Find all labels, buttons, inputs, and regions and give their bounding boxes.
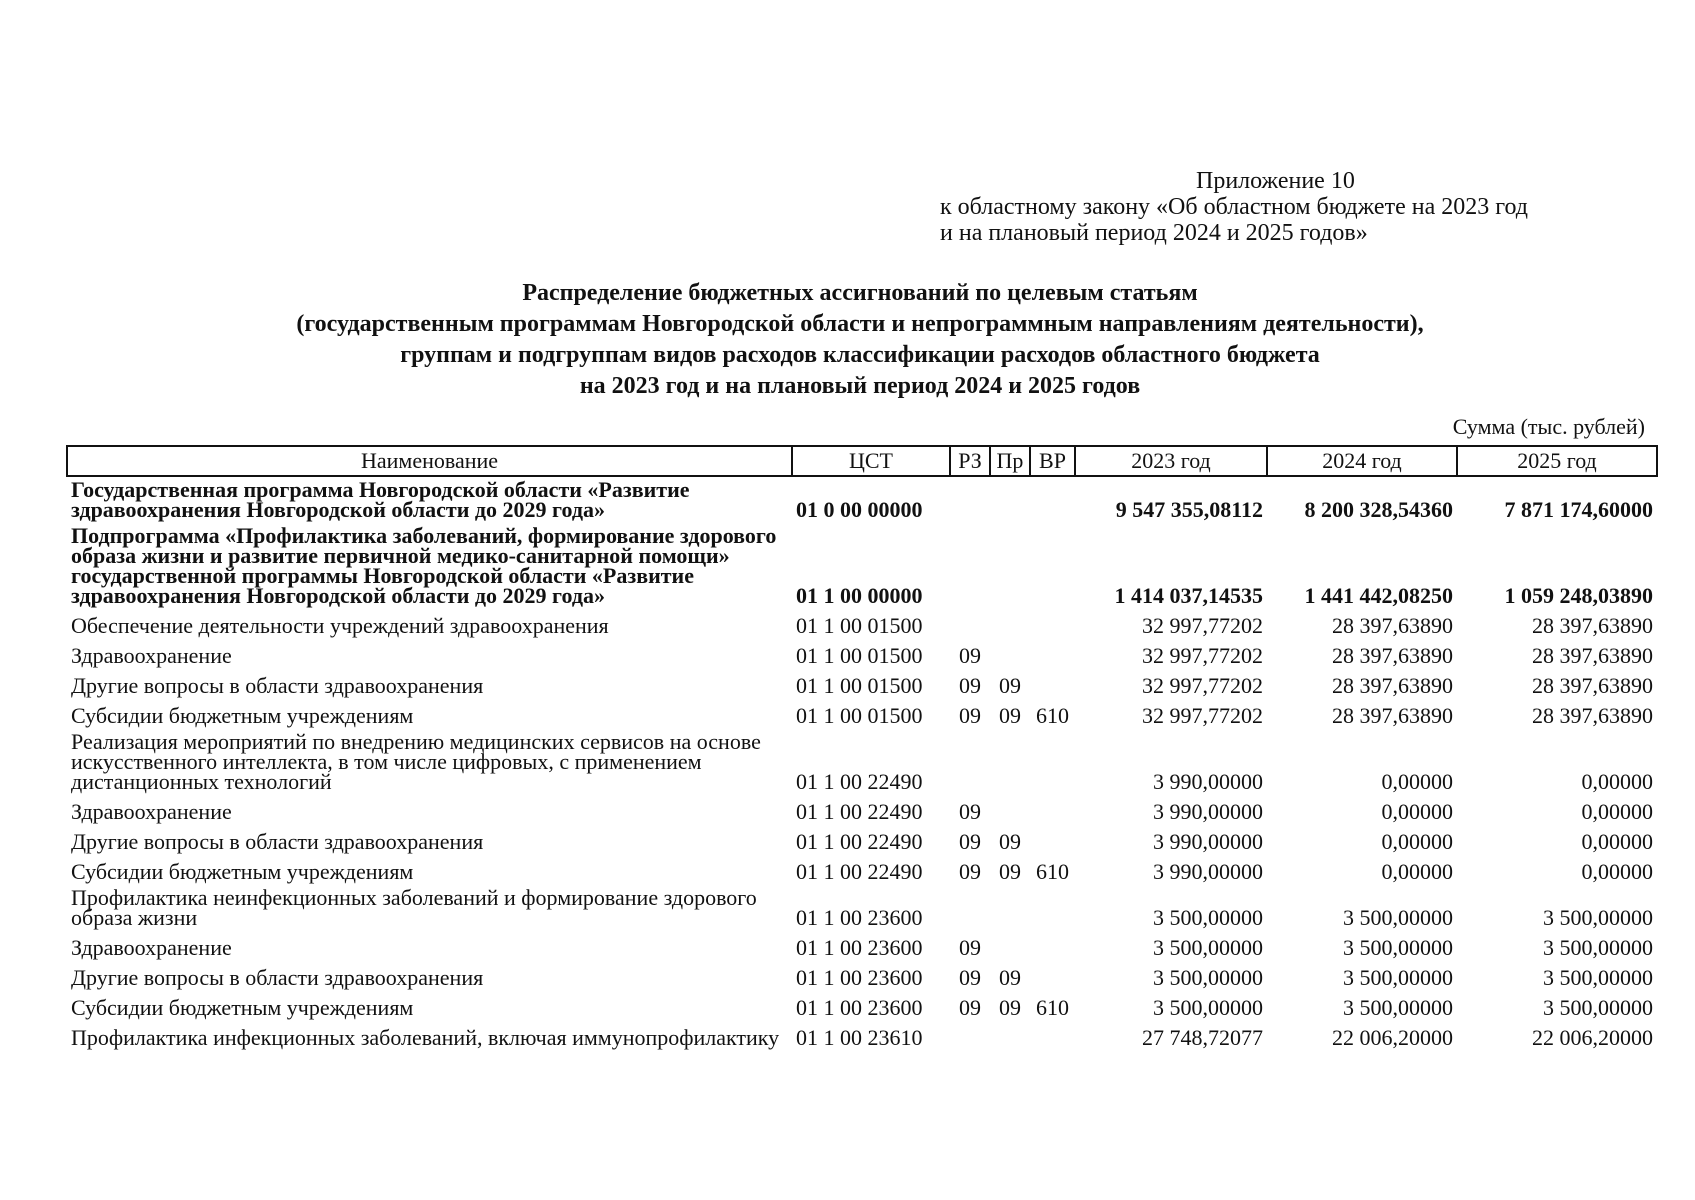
cell-cst: 01 1 00 22490: [796, 859, 923, 884]
cell-2023: 27 748,72077: [1142, 1025, 1263, 1050]
cell-2025: 3 500,00000: [1543, 995, 1653, 1020]
cell-2023: 3 500,00000: [1153, 965, 1263, 990]
table-row: [67, 699, 1657, 729]
header-2025: 2025 год: [1457, 446, 1657, 476]
cell-2024: 28 397,63890: [1332, 673, 1453, 698]
cell-2023: 3 500,00000: [1153, 935, 1263, 960]
table-row: [67, 609, 1657, 639]
cell-vr: 610: [1036, 703, 1069, 728]
cell-rz: 09: [959, 859, 981, 884]
cell-cst: 01 1 00 22490: [796, 769, 923, 794]
header-rz: РЗ: [950, 446, 990, 476]
cell-rz: [950, 885, 990, 931]
cell-name: Здравоохранение: [71, 935, 232, 960]
cell-cst: 01 1 00 01500: [796, 643, 923, 668]
title-line-1: Распределение бюджетных ассигнований по целевым статьям: [522, 280, 1198, 306]
table-row: [67, 1021, 1657, 1051]
cell-name: Государственная программа Новгородской области «Развитие здравоохранения Новгородской области до 2029 года»: [71, 477, 690, 522]
header-pr: Пр: [990, 446, 1030, 476]
header-2023: 2023 год: [1075, 446, 1267, 476]
cell-cst: 01 1 00 01500: [796, 673, 923, 698]
cell-pr: [990, 639, 1030, 669]
cell-name: Другие вопросы в области здравоохранения: [71, 829, 484, 854]
cell-2023: 32 997,77202: [1142, 643, 1263, 668]
cell-2023: 32 997,77202: [1142, 613, 1263, 638]
cell-pr: [990, 609, 1030, 639]
cell-vr: [1030, 961, 1075, 991]
cell-2025: 28 397,63890: [1532, 613, 1653, 638]
table-row: [67, 639, 1657, 669]
cell-vr: [1030, 885, 1075, 931]
cell-vr: [1030, 931, 1075, 961]
cell-name: Субсидии бюджетным учреждениям: [71, 703, 414, 728]
table-row: [67, 931, 1657, 961]
cell-2024: 28 397,63890: [1332, 703, 1453, 728]
cell-2025: 7 871 174,60000: [1504, 497, 1653, 522]
cell-pr: 09: [999, 995, 1021, 1020]
cell-vr: [1030, 523, 1075, 609]
cell-2025: 28 397,63890: [1532, 643, 1653, 668]
table-row: [67, 669, 1657, 699]
appendix-law-line-2: и на плановый период 2024 и 2025 годов»: [940, 220, 1368, 246]
cell-2024: 3 500,00000: [1343, 905, 1453, 930]
cell-name: Здравоохранение: [71, 799, 232, 824]
header-2024: 2024 год: [1267, 446, 1457, 476]
cell-2024: 0,00000: [1381, 769, 1453, 794]
cell-2024: 8 200 328,54360: [1304, 497, 1453, 522]
cell-name: Реализация мероприятий по внедрению медицинских сервисов на основе искусственного интеллекта, в том числе цифровых, с применением дистанционных технологий: [71, 729, 761, 794]
cell-rz: [950, 609, 990, 639]
cell-pr: [990, 523, 1030, 609]
cell-name: Подпрограмма «Профилактика заболеваний, формирование здорового образа жизни и развитие первичной медико-санитарной помощи» государственной программы Новгородской области «Развитие здравоохранения Новгородской области до 2029 года»: [71, 523, 777, 608]
cell-rz: [950, 523, 990, 609]
cell-cst: 01 1 00 22490: [796, 799, 923, 824]
cell-rz: 09: [959, 799, 981, 824]
cell-2025: 0,00000: [1581, 859, 1653, 884]
table-row: [67, 991, 1657, 1021]
cell-2023: 3 990,00000: [1153, 829, 1263, 854]
cell-2024: 3 500,00000: [1343, 965, 1453, 990]
cell-2024: 3 500,00000: [1343, 935, 1453, 960]
cell-pr: 09: [999, 829, 1021, 854]
cell-2025: 1 059 248,03890: [1504, 583, 1653, 608]
cell-2024: 0,00000: [1381, 799, 1453, 824]
document-title: [60, 278, 1660, 402]
cell-pr: [990, 931, 1030, 961]
cell-vr: 610: [1036, 995, 1069, 1020]
cell-2025: 3 500,00000: [1543, 905, 1653, 930]
units-label: Сумма (тыс. рублей): [1452, 414, 1645, 439]
cell-2023: 3 500,00000: [1153, 905, 1263, 930]
cell-pr: [990, 476, 1030, 523]
cell-2023: 1 414 037,14535: [1114, 583, 1263, 608]
cell-vr: [1030, 476, 1075, 523]
cell-2024: 22 006,20000: [1332, 1025, 1453, 1050]
cell-rz: 09: [959, 703, 981, 728]
cell-2024: 1 441 442,08250: [1304, 583, 1453, 608]
cell-cst: 01 1 00 00000: [796, 583, 923, 608]
title-line-3: группам и подгруппам видов расходов классификации расходов областного бюджета: [400, 342, 1320, 368]
cell-vr: 610: [1036, 859, 1069, 884]
cell-rz: 09: [959, 935, 981, 960]
appendix-law-line-1: к областному закону «Об областном бюджете на 2023 год: [940, 194, 1528, 220]
cell-pr: [990, 1021, 1030, 1051]
cell-rz: 09: [959, 673, 981, 698]
table-row: [67, 476, 1657, 523]
cell-name: Другие вопросы в области здравоохранения: [71, 673, 484, 698]
appendix-header: [940, 168, 1528, 246]
cell-vr: [1030, 795, 1075, 825]
cell-2025: 28 397,63890: [1532, 673, 1653, 698]
cell-pr: [990, 885, 1030, 931]
cell-cst: 01 1 00 01500: [796, 613, 923, 638]
cell-2023: 3 500,00000: [1153, 995, 1263, 1020]
cell-vr: [1030, 1021, 1075, 1051]
cell-pr: 09: [999, 965, 1021, 990]
cell-name: Субсидии бюджетным учреждениям: [71, 995, 414, 1020]
cell-2025: 22 006,20000: [1532, 1025, 1653, 1050]
cell-name: Профилактика неинфекционных заболеваний и формирование здорового образа жизни: [71, 885, 757, 930]
cell-cst: 01 1 00 23600: [796, 965, 923, 990]
cell-rz: [950, 476, 990, 523]
cell-cst: 01 1 00 23600: [796, 995, 923, 1020]
cell-2025: 0,00000: [1581, 829, 1653, 854]
cell-2025: 0,00000: [1581, 769, 1653, 794]
cell-vr: [1030, 825, 1075, 855]
cell-cst: 01 1 00 22490: [796, 829, 923, 854]
cell-2025: 0,00000: [1581, 799, 1653, 824]
cell-cst: 01 0 00 00000: [796, 497, 923, 522]
cell-2024: 0,00000: [1381, 829, 1453, 854]
table-row: [67, 885, 1657, 931]
cell-name: Субсидии бюджетным учреждениям: [71, 859, 414, 884]
cell-2023: 9 547 355,08112: [1115, 497, 1263, 522]
cell-pr: 09: [999, 859, 1021, 884]
cell-cst: 01 1 00 01500: [796, 703, 923, 728]
cell-rz: [950, 1021, 990, 1051]
cell-name: Другие вопросы в области здравоохранения: [71, 965, 484, 990]
cell-pr: [990, 795, 1030, 825]
cell-2023: 3 990,00000: [1153, 859, 1263, 884]
cell-vr: [1030, 639, 1075, 669]
cell-rz: 09: [959, 643, 981, 668]
header-name: Наименование: [67, 446, 792, 476]
cell-name: Профилактика инфекционных заболеваний, включая иммунопрофилактику: [71, 1025, 780, 1050]
cell-2023: 3 990,00000: [1153, 799, 1263, 824]
cell-2023: 32 997,77202: [1142, 703, 1263, 728]
table-row: [67, 795, 1657, 825]
cell-rz: 09: [959, 829, 981, 854]
appendix-number: Приложение 10: [1196, 168, 1355, 194]
cell-2024: 3 500,00000: [1343, 995, 1453, 1020]
cell-vr: [1030, 729, 1075, 795]
cell-rz: 09: [959, 995, 981, 1020]
cell-2023: 3 990,00000: [1153, 769, 1263, 794]
cell-pr: [990, 729, 1030, 795]
cell-cst: 01 1 00 23600: [796, 935, 923, 960]
cell-cst: 01 1 00 23610: [796, 1025, 923, 1050]
cell-pr: 09: [999, 673, 1021, 698]
cell-name: Обеспечение деятельности учреждений здравоохранения: [71, 613, 609, 638]
cell-rz: 09: [959, 965, 981, 990]
table-header-row: [67, 446, 1657, 476]
cell-name: Здравоохранение: [71, 643, 232, 668]
title-line-4: на 2023 год и на плановый период 2024 и 2025 годов: [579, 373, 1141, 399]
header-vr: ВР: [1030, 446, 1075, 476]
cell-2024: 28 397,63890: [1332, 613, 1453, 638]
cell-2023: 32 997,77202: [1142, 673, 1263, 698]
cell-2025: 3 500,00000: [1543, 935, 1653, 960]
cell-vr: [1030, 609, 1075, 639]
table-row: [67, 855, 1657, 885]
table-row: [67, 729, 1657, 795]
table-row: [67, 523, 1657, 609]
title-line-2: (государственным программам Новгородской области и непрограммным направлениям деятельности),: [296, 311, 1424, 337]
table-row: [67, 961, 1657, 991]
cell-rz: [950, 729, 990, 795]
cell-vr: [1030, 669, 1075, 699]
budget-table: [66, 445, 1658, 1051]
cell-cst: 01 1 00 23600: [796, 905, 923, 930]
cell-pr: 09: [999, 703, 1021, 728]
cell-2024: 28 397,63890: [1332, 643, 1453, 668]
cell-2025: 3 500,00000: [1543, 965, 1653, 990]
cell-2024: 0,00000: [1381, 859, 1453, 884]
cell-2025: 28 397,63890: [1532, 703, 1653, 728]
table-row: [67, 825, 1657, 855]
header-cst: ЦСТ: [792, 446, 950, 476]
